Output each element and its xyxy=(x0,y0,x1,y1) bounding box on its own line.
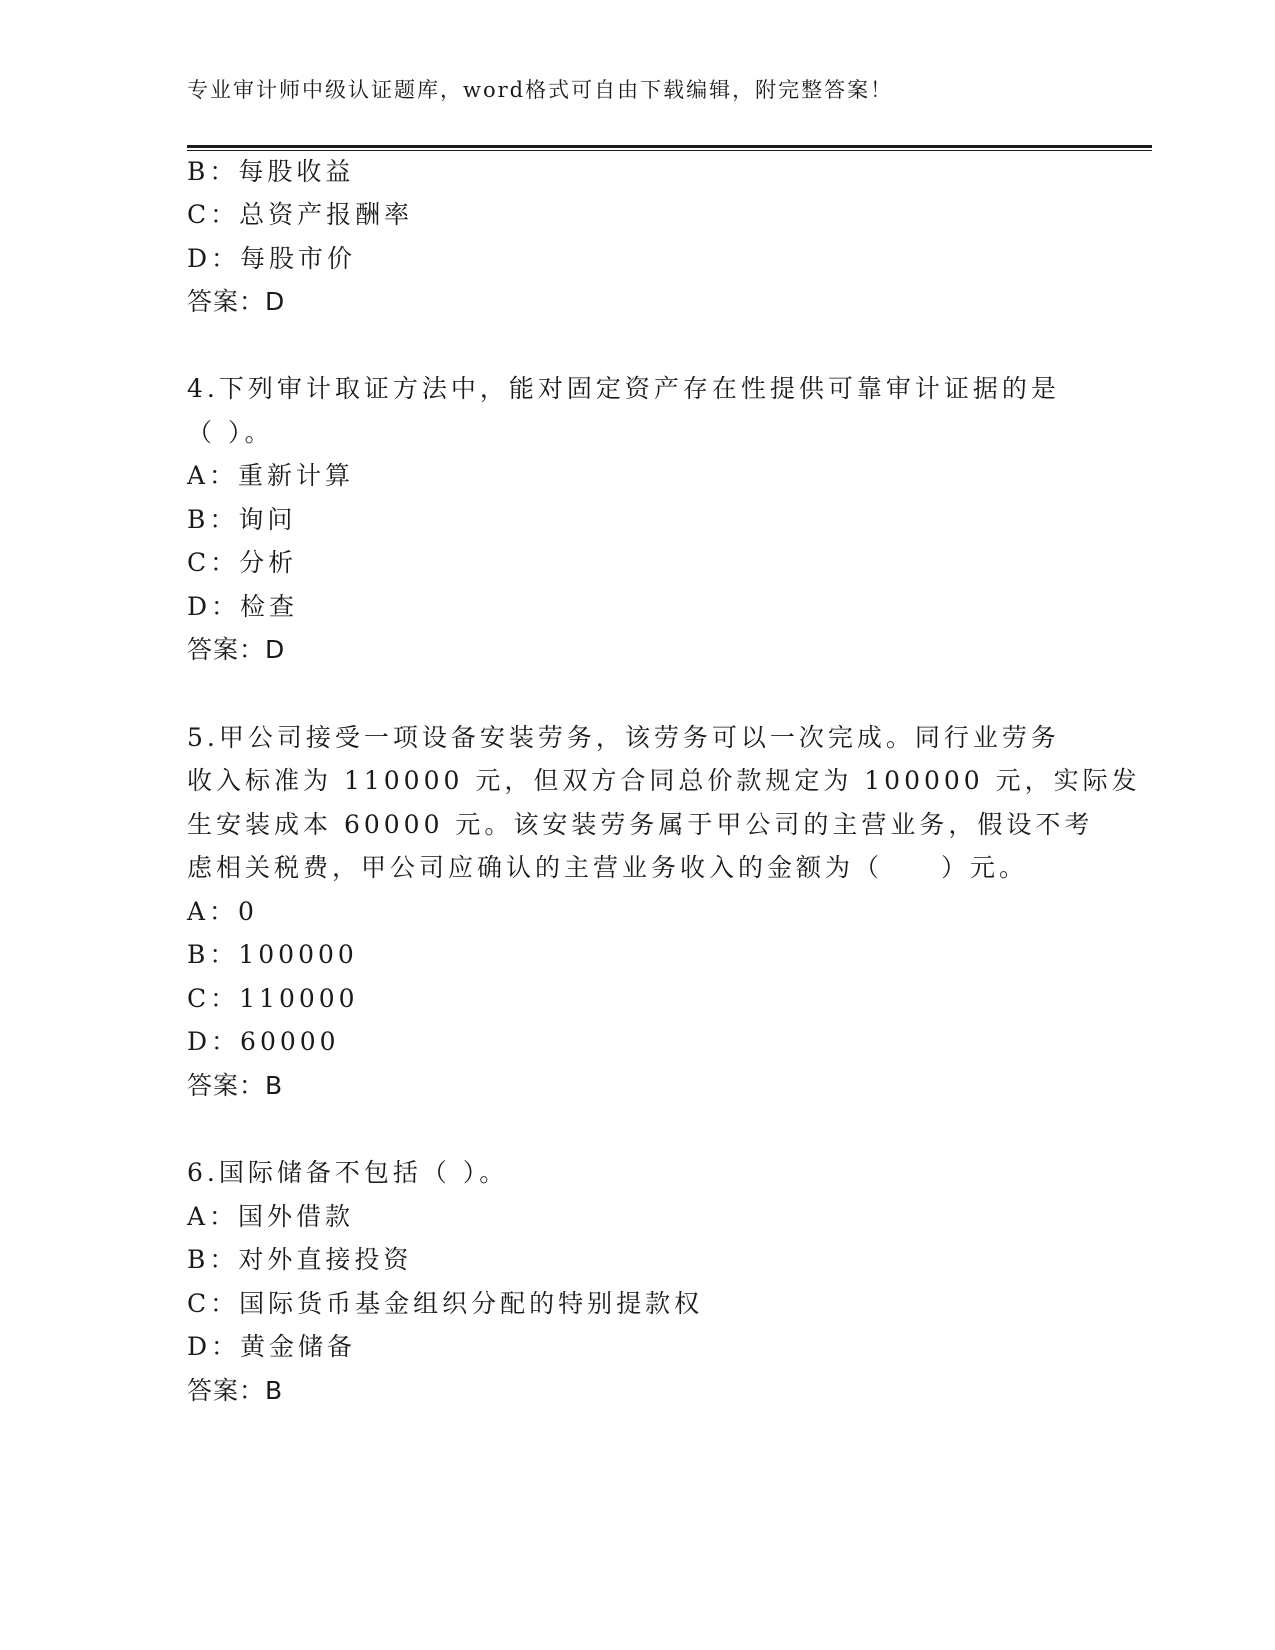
q4-option-a: A：重新计算 xyxy=(187,461,355,490)
q3-answer: 答案：D xyxy=(187,287,286,316)
q5-option-a: A：0 xyxy=(187,897,258,926)
q3-option-b: B：每股收益 xyxy=(187,157,355,186)
q5-option-d: D：60000 xyxy=(187,1027,340,1056)
q5-stem-line-4: 虑相关税费，甲公司应确认的主营业务收入的金额为（ ）元。 xyxy=(187,853,1029,882)
header-rule-thick xyxy=(187,145,1152,148)
q6-answer: 答案：B xyxy=(187,1376,284,1405)
q5-stem-line-1: 5.甲公司接受一项设备安装劳务，该劳务可以一次完成。同行业劳务 xyxy=(187,723,1060,752)
q3-option-c: C：总资产报酬率 xyxy=(187,200,414,229)
q5-option-b: B：100000 xyxy=(187,940,358,969)
page-header: 专业审计师中级认证题库，word格式可自由下载编辑，附完整答案！ xyxy=(187,78,894,102)
q5-answer: 答案：B xyxy=(187,1071,284,1100)
q6-stem-line-1: 6.国际储备不包括（ ）。 xyxy=(187,1158,509,1187)
q6-option-a: A：国外借款 xyxy=(187,1202,355,1231)
q4-stem-line-2: （ ）。 xyxy=(187,418,274,447)
q4-option-b: B：询问 xyxy=(187,505,297,534)
q6-option-d: D：黄金储备 xyxy=(187,1332,357,1361)
q4-option-d: D：检查 xyxy=(187,592,299,621)
header-rule-thin xyxy=(187,150,1152,151)
q5-stem-line-3: 生安装成本 60000 元。该安装劳务属于甲公司的主营业务，假设不考 xyxy=(187,810,1094,839)
q4-option-c: C：分析 xyxy=(187,548,298,577)
q5-stem-line-2: 收入标准为 110000 元，但双方合同总价款规定为 100000 元，实际发 xyxy=(187,766,1141,795)
q6-option-c: C：国际货币基金组织分配的特别提款权 xyxy=(187,1289,704,1318)
q4-stem-line-1: 4.下列审计取证方法中，能对固定资产存在性提供可靠审计证据的是 xyxy=(187,374,1060,403)
q5-option-c: C：110000 xyxy=(187,984,359,1013)
q6-option-b: B：对外直接投资 xyxy=(187,1245,413,1274)
q3-option-d: D：每股市价 xyxy=(187,244,357,273)
q4-answer: 答案：D xyxy=(187,635,286,664)
